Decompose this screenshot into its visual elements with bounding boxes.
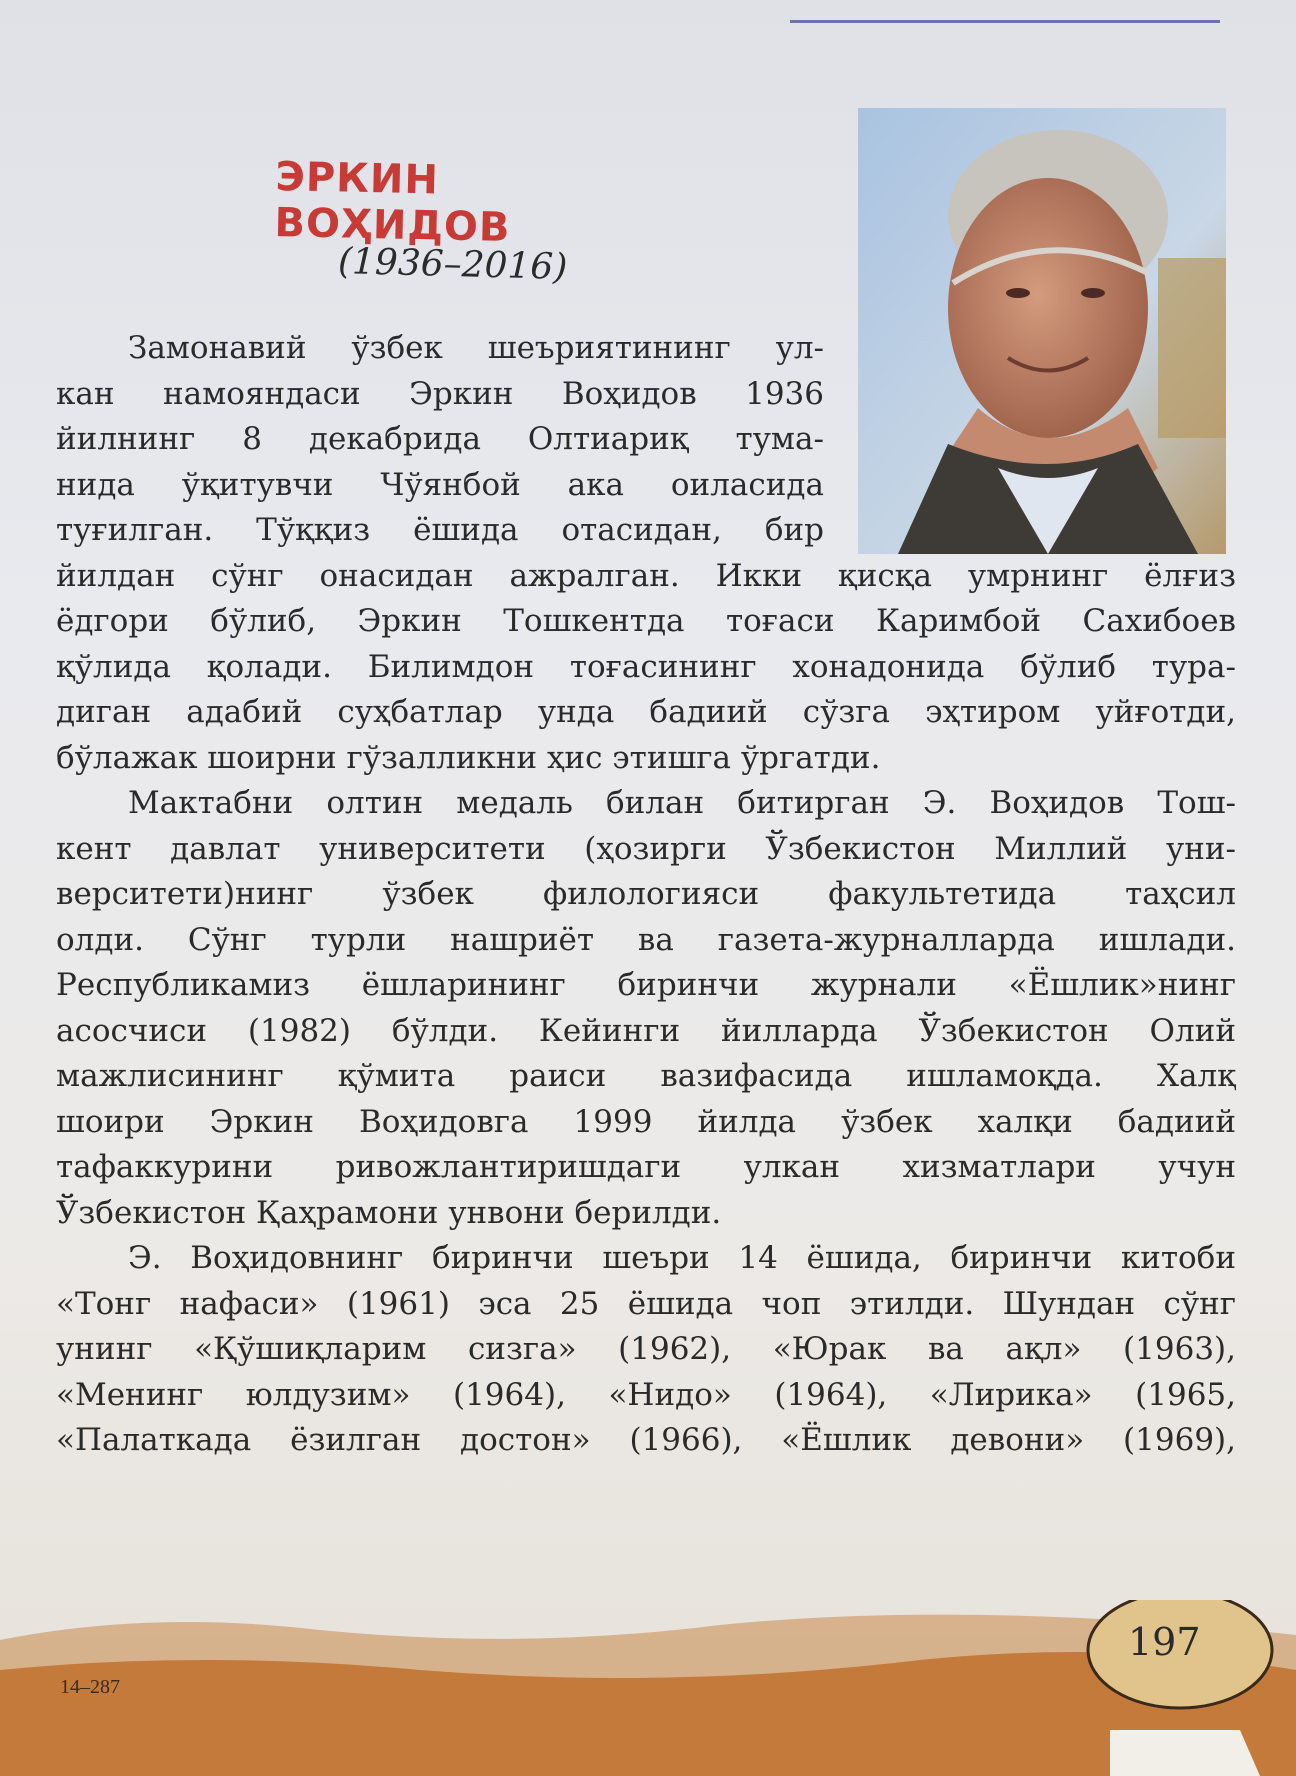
- page-number: 197: [1128, 1620, 1201, 1664]
- text-line: Э. Воҳидовнинг биринчи шеъри 14 ёшида, биринчи китоби: [128, 1240, 1236, 1276]
- text-line: ёдгори бўлиб, Эркин Тошкентда тоғаси Каримбой Сахибоев: [56, 603, 1236, 639]
- bottom-wave-decoration: [0, 1600, 1296, 1776]
- text-line: асосчиси (1982) бўлди. Кейинги йилларда Ўзбекистон Олий: [56, 1012, 1236, 1049]
- page-title: ЭРКИН ВОҲИДОВ: [274, 154, 511, 251]
- text-line: «Менинг юлдузим» (1964), «Нидо» (1964), «Лирика» (1965,: [56, 1376, 1236, 1413]
- text-line: верситети)нинг ўзбек филологияси факультетида таҳсил: [56, 876, 1236, 912]
- text-line: Замонавий ўзбек шеъриятининг ул-: [128, 330, 824, 366]
- biography-text: [56, 326, 1236, 1464]
- text-line: «Палаткада ёзилган достон» (1966), «Ёшлик девони» (1969),: [56, 1422, 1236, 1458]
- text-line: тафаккурини ривожлантиришдаги улкан хизматлари учун: [56, 1149, 1236, 1185]
- text-line: кан намояндаси Эркин Воҳидов 1936: [56, 375, 824, 412]
- text-line: шоири Эркин Воҳидовга 1999 йилда ўзбек халқи бадиий: [56, 1103, 1236, 1140]
- text-line: Республикамиз ёшларининг биринчи журнали «Ёшлик»нинг: [56, 967, 1236, 1003]
- text-line: «Тонг нафаси» (1961) эса 25 ёшида чоп этилди. Шундан сўнг: [56, 1285, 1236, 1322]
- text-line: нида ўқитувчи Чўянбой ака оиласида: [56, 466, 824, 503]
- text-line: Мактабни олтин медаль билан битирган Э. Воҳидов Тош-: [128, 785, 1236, 821]
- life-years: (1936–2016): [337, 241, 568, 288]
- text-line: йилнинг 8 декабрида Олтиариқ тума-: [56, 421, 824, 457]
- text-line: диган адабий суҳбатлар унда бадиий сўзга эҳтиром уйғотди,: [56, 694, 1236, 730]
- text-line: олди. Сўнг турли нашриёт ва газета-журналларда ишлади.: [56, 921, 1236, 958]
- text-line: кент давлат университети (ҳозирги Ўзбекистон Миллий уни-: [56, 830, 1236, 867]
- text-line: Ўзбекистон Қаҳрамони унвони берилди.: [56, 1194, 722, 1231]
- text-line: йилдан сўнг онасидан ажралган. Икки қисқа умрнинг ёлғиз: [56, 557, 1236, 594]
- text-line: туғилган. Тўққиз ёшида отасидан, бир: [56, 512, 824, 548]
- text-line: бўлажак шоирни гўзалликни ҳис этишга ўргатди.: [56, 739, 881, 776]
- text-line: мажлисининг қўмита раиси вазифасида ишламоқда. Халқ: [56, 1058, 1236, 1094]
- decorative-bottom-band: [0, 1600, 1296, 1776]
- text-line: унинг «Қўшиқларим сизга» (1962), «Юрак ва ақл» (1963),: [56, 1331, 1236, 1367]
- text-line: қўлида қолади. Билимдон тоғасининг хонадонида бўлиб тура-: [56, 648, 1236, 685]
- top-rule-line: [790, 20, 1220, 23]
- print-signature-mark: 14–287: [60, 1676, 120, 1698]
